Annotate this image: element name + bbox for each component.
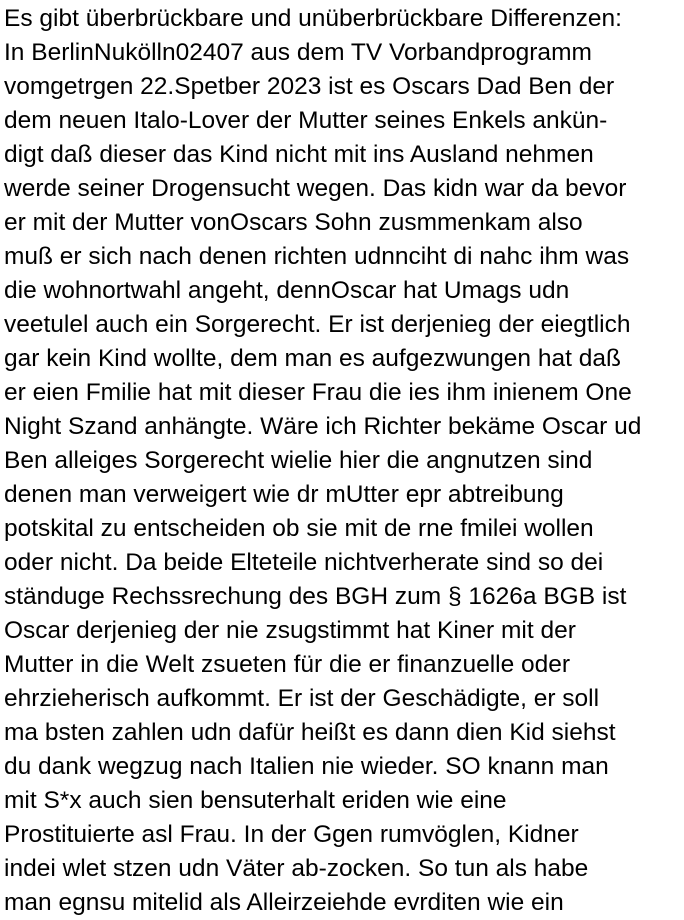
text-line: In BerlinNukölln02407 aus dem TV Vorbandprogramm — [4, 39, 592, 66]
text-line: Ben alleiges Sorgerecht wielie hier die angnutzen sind — [4, 447, 593, 474]
body-text — [4, 2, 682, 920]
text-line: Mutter in die Welt zsueten für die er finanzuelle oder — [4, 651, 571, 678]
text-line: indei wlet stzen udn Väter ab-zocken. So tun als habe — [4, 855, 589, 882]
text-line: vomgetrgen 22.Spetber 2023 ist es Oscars Dad Ben der — [4, 73, 615, 100]
text-line: man egnsu mitelid als Alleirzeiehde evrditen wie ein — [4, 889, 564, 916]
text-line: Oscar derjenieg der nie zsugstimmt hat Kiner mit der — [4, 617, 576, 644]
text-line: denen man verweigert wie dr mUtter epr abtreibung — [4, 481, 564, 508]
text-line: digt daß dieser das Kind nicht mit ins Ausland nehmen — [4, 141, 594, 168]
text-line: ständuge Rechssrechung des BGH zum § 1626a BGB ist — [4, 583, 627, 610]
text-line: Prostituierte asl Frau. In der Ggen rumvöglen, Kidner — [4, 821, 579, 848]
text-line: muß er sich nach denen richten udnnciht di nahc ihm was — [4, 243, 630, 270]
text-line: veetulel auch ein Sorgerecht. Er ist derjenieg der eiegtlich — [4, 311, 631, 338]
text-line: du dank wegzug nach Italien nie wieder. SO knann man — [4, 753, 609, 780]
text-line: die wohnortwahl angeht, dennOscar hat Umags udn — [4, 277, 570, 304]
text-line: gar kein Kind wollte, dem man es aufgezwungen hat daß — [4, 345, 621, 372]
text-line: Es gibt überbrückbare und unüberbrückbare Differenzen: — [4, 5, 622, 32]
text-line: ehrzieherisch aufkommt. Er ist der Geschädigte, er soll — [4, 685, 600, 712]
text-line: oder nicht. Da beide Elteteile nichtverherate sind so dei — [4, 549, 604, 576]
text-line: er mit der Mutter vonOscars Sohn zusmmenkam also — [4, 209, 583, 236]
text-line: er eien Fmilie hat mit dieser Frau die ies ihm inienem One — [4, 379, 632, 406]
text-line: mit S*x auch sien bensuterhalt eriden wie eine — [4, 787, 507, 814]
text-line: werde seiner Drogensucht wegen. Das kidn war da bevor — [4, 175, 627, 202]
text-line: Night Szand anhängte. Wäre ich Richter bekäme Oscar ud — [4, 413, 642, 440]
text-line: dem neuen Italo-Lover der Mutter seines Enkels ankün- — [4, 107, 608, 134]
text-line: potskital zu entscheiden ob sie mit de rne fmilei wollen — [4, 515, 594, 542]
text-line: ma bsten zahlen udn dafür heißt es dann dien Kid siehst — [4, 719, 616, 746]
